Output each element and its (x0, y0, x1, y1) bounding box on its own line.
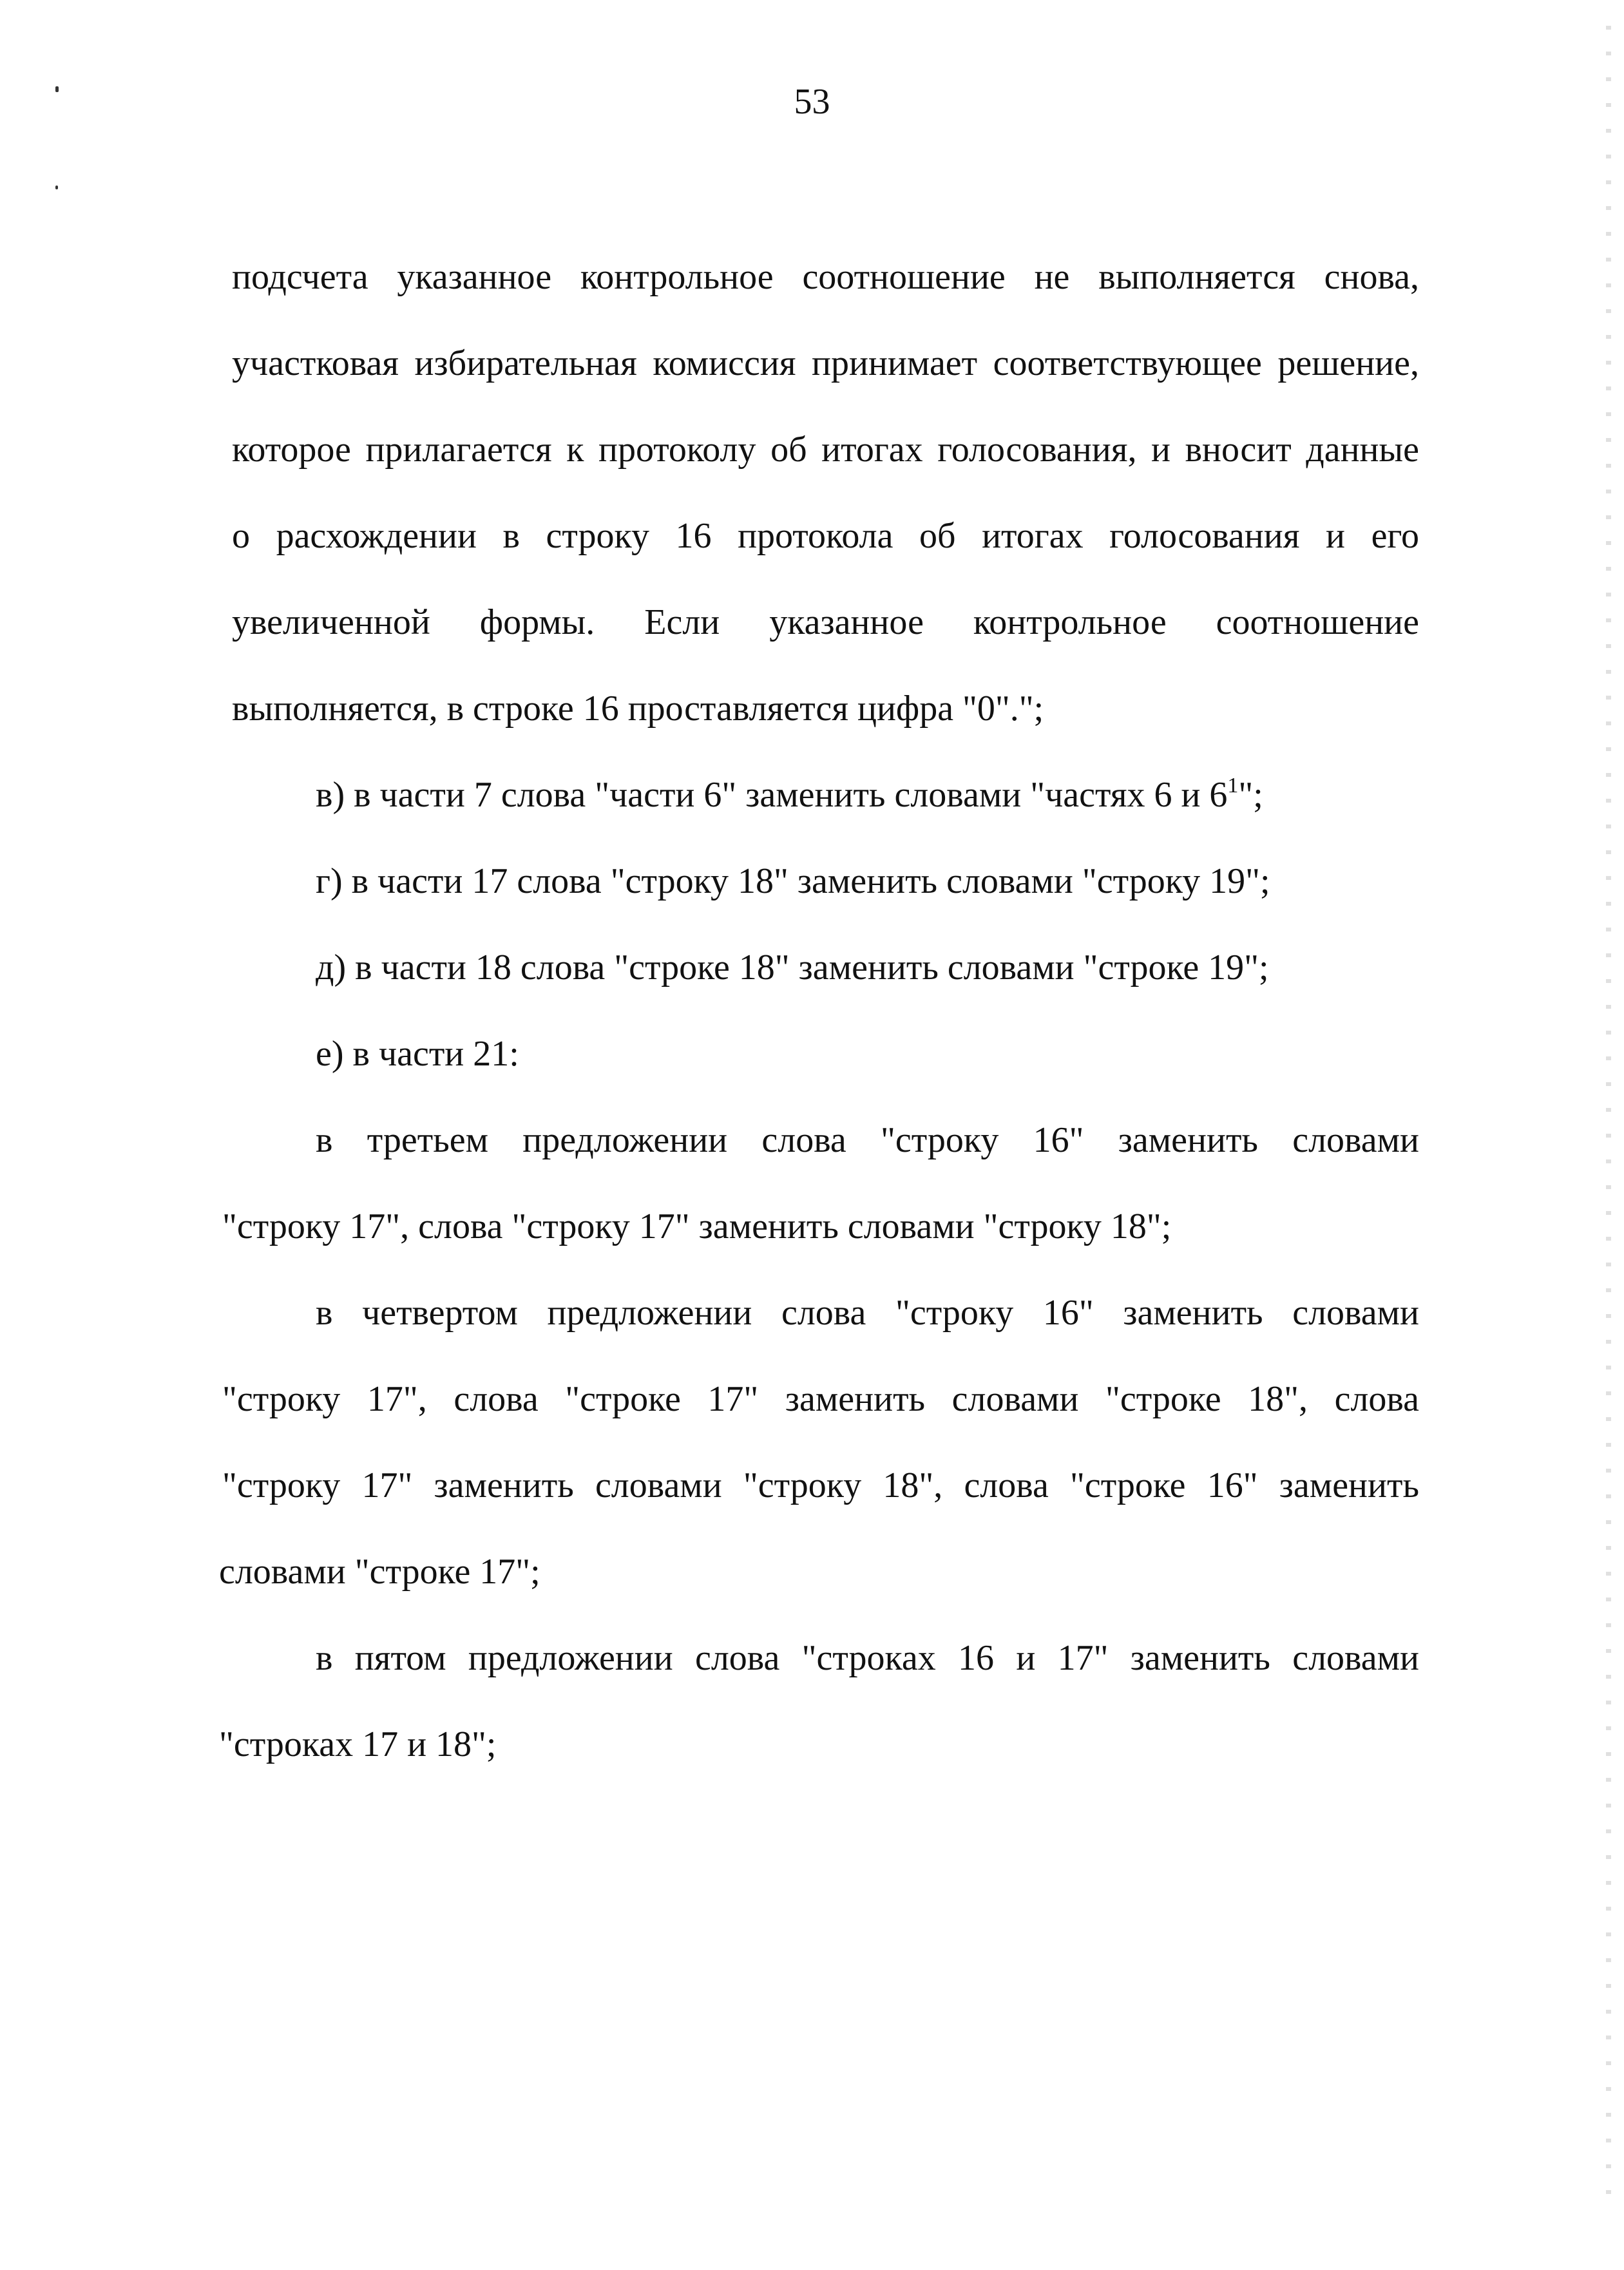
list-item-v (316, 769, 1419, 821)
superscript: 1 (1227, 774, 1239, 797)
list-item-e: е) в части 21: (316, 1034, 519, 1074)
paragraph-line: "строку 17" заменить словами "строку 18", слова "строке 16" заменить (222, 1465, 1419, 1505)
paragraph-line: словами "строке 17"; (219, 1552, 540, 1592)
paragraph-line: "строках 17 и 18"; (219, 1724, 497, 1764)
paragraph-line: участковая избирательная комиссия принимает соответствующее решение, (232, 343, 1419, 383)
list-item-g: г) в части 17 слова "строку 18" заменить словами "строку 19"; (316, 861, 1270, 901)
paragraph-line: "строку 17", слова "строку 17" заменить словами "строку 18"; (222, 1207, 1172, 1246)
paragraph-line: о расхождении в строку 16 протокола об итогах голосования и его (232, 516, 1419, 556)
paragraph-line: выполняется, в строке 16 проставляется цифра "0"."; (232, 689, 1044, 729)
paragraph-line: которое прилагается к протоколу об итогах голосования, и вносит данные (232, 430, 1419, 470)
paragraph-line: "строку 17", слова "строке 17" заменить словами "строке 18", слова (222, 1379, 1419, 1419)
list-item-v-tail: "; (1238, 775, 1263, 815)
paragraph-line: в пятом предложении слова "строках 16 и 17" заменить словами (316, 1638, 1419, 1678)
list-item-d: д) в части 18 слова "строке 18" заменить словами "строке 19"; (316, 948, 1269, 987)
paragraph-line: в третьем предложении слова "строку 16" заменить словами (316, 1120, 1419, 1160)
scan-edge-noise (1606, 26, 1611, 2216)
list-item-v-text: в) в части 7 слова "части 6" заменить словами "частях 6 и 6 (316, 775, 1228, 815)
scan-mark (55, 186, 58, 189)
page-number: 53 (794, 82, 830, 122)
paragraph-line: подсчета указанное контрольное соотношение не выполняется снова, (232, 257, 1419, 297)
paragraph-line: в четвертом предложении слова "строку 16" заменить словами (316, 1293, 1419, 1333)
paragraph-line: увеличенной формы. Если указанное контрольное соотношение (232, 602, 1419, 642)
